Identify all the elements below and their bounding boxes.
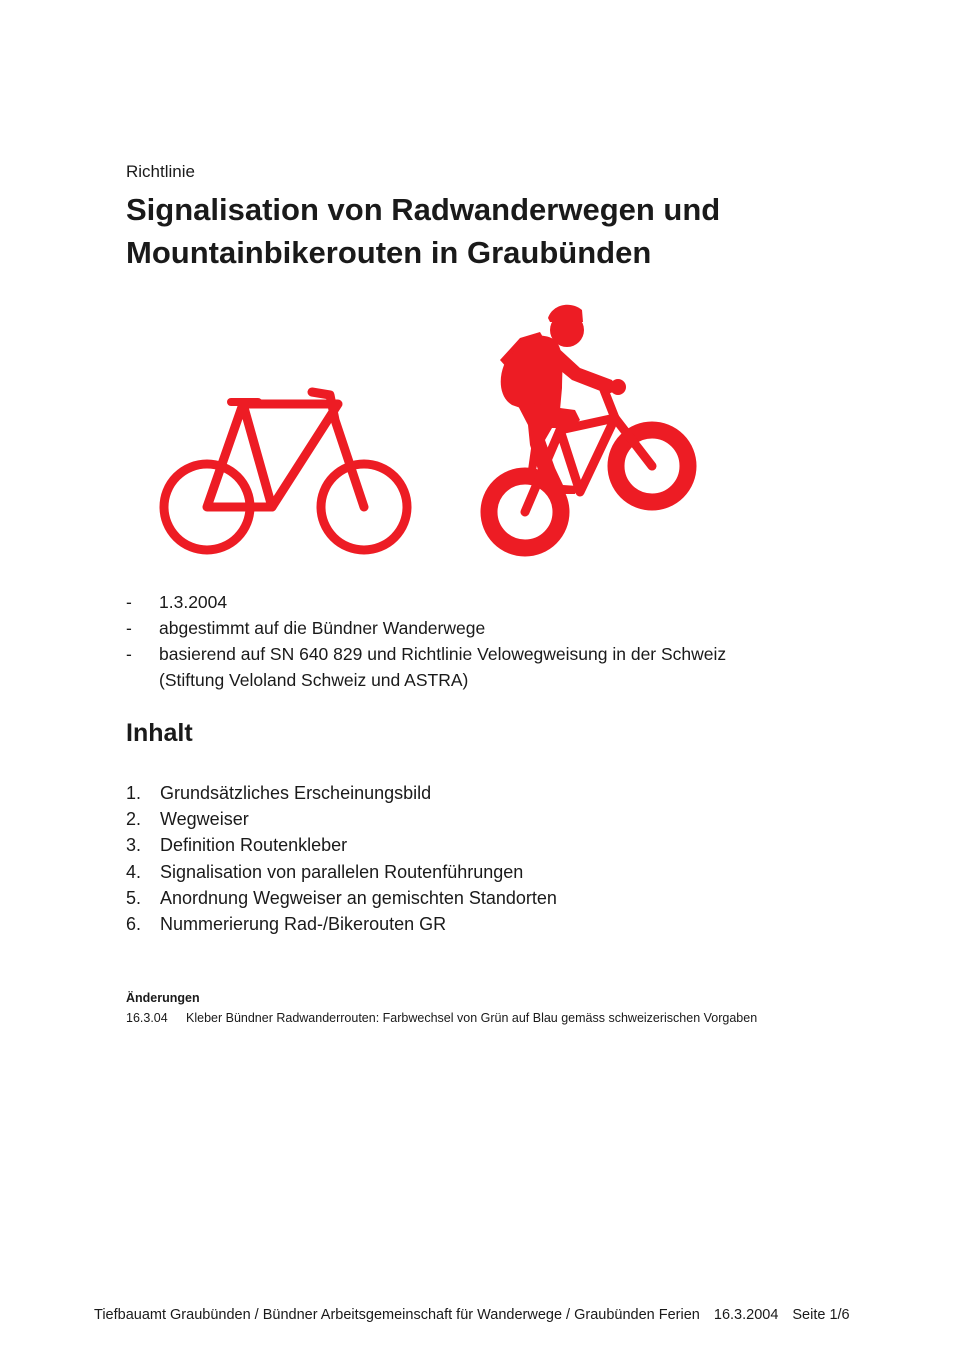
toc-item [126,806,557,832]
page-number: Seite 1/6 [792,1307,850,1323]
bullet: - [126,644,132,664]
table-of-contents [126,780,557,937]
footer-date: 16.3.2004 [713,1307,779,1323]
document-title [126,188,886,274]
list-item-continuation: (Stiftung Veloland Schweiz und ASTRA) [159,670,469,690]
change-date: 16.3.04 [126,1011,168,1025]
toc-number: 6. [126,914,142,935]
toc-number: 2. [126,809,142,830]
bullet: - [126,592,132,612]
illustration [150,300,710,565]
toc-label: Anordnung Wegweiser an gemischten Standorten [160,887,557,908]
meta-date: 1.3.2004 [159,592,228,612]
title-line-1: Signalisation von Radwanderwegen und [126,192,721,227]
change-text: Kleber Bündner Radwanderrouten: Farbwechsel von Grün auf Blau gemäss schweizerischen Vorgaben [186,1011,758,1025]
toc-item [126,911,557,937]
mountainbiker-icon [489,305,688,548]
footer-organisations: Tiefbauamt Graubünden / Bündner Arbeitsgemeinschaft für Wanderwege / Graubünden Ferien [94,1307,700,1323]
toc-number: 1. [126,783,142,803]
changes-heading: Änderungen [126,991,200,1005]
bullet: - [126,618,132,638]
list-item [126,589,726,615]
list-item [126,615,726,641]
toc-label: Wegweiser [160,809,249,830]
toc-item [126,885,557,911]
contents-heading: Inhalt [126,719,193,747]
changes-entry [126,1011,757,1025]
page-footer [94,1307,850,1323]
toc-number: 5. [126,887,142,908]
toc-label: Nummerierung Rad-/Bikerouten GR [160,914,447,935]
toc-label: Signalisation von parallelen Routenführungen [160,861,524,882]
bicycle-icon [164,392,407,550]
meta-coordination: abgestimmt auf die Bündner Wanderwege [159,618,486,638]
document-type: Richtlinie [126,162,195,181]
toc-number: 3. [126,835,142,856]
list-item [126,641,726,667]
toc-item [126,780,557,806]
toc-label: Definition Routenkleber [160,835,348,856]
title-line-2: Mountainbikerouten in Graubünden [126,235,652,270]
document-meta-list [126,589,726,693]
toc-number: 4. [126,861,142,882]
toc-item [126,859,557,885]
meta-basis: basierend auf SN 640 829 und Richtlinie Velowegweisung in der Schweiz [159,644,727,664]
toc-label: Grundsätzliches Erscheinungsbild [160,783,432,803]
toc-item [126,832,557,858]
